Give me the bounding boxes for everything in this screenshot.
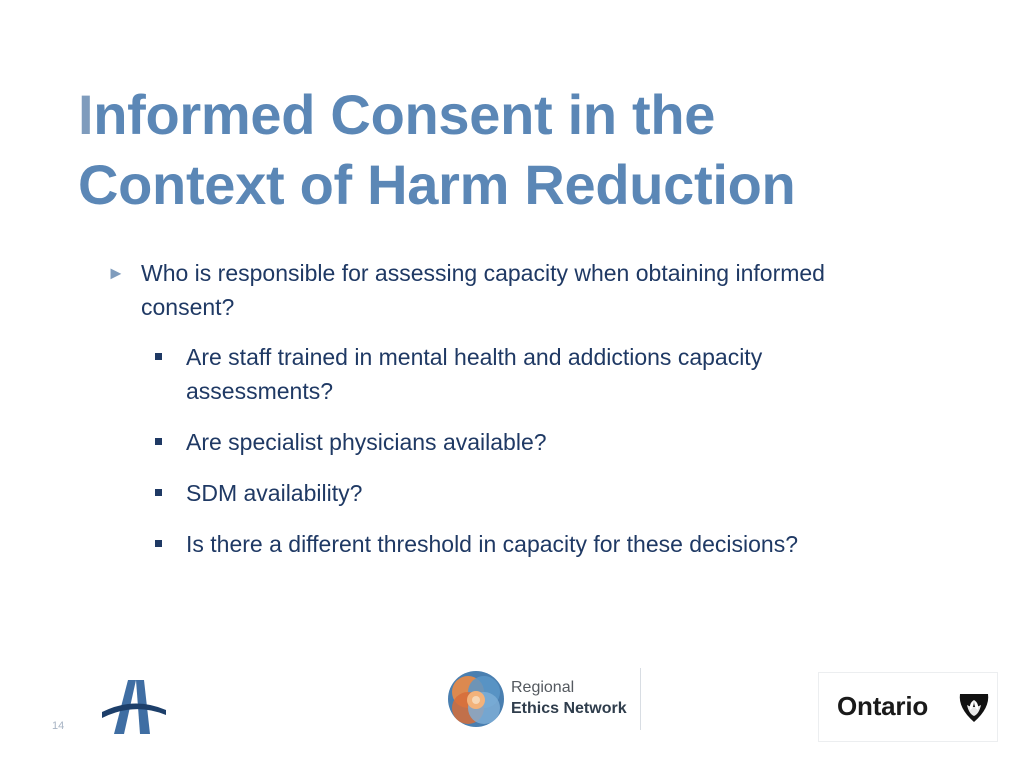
square-bullet-icon <box>155 540 162 547</box>
ren-logo-line-2: Ethics Network <box>511 700 627 717</box>
title-first-letter: I <box>78 83 94 146</box>
square-bullet-icon <box>155 438 162 445</box>
main-bullet-text: Who is responsible for assessing capacity when obtaining informed consent? <box>141 260 825 320</box>
title-line-1-rest: nformed Consent in the <box>93 83 716 146</box>
main-bullet <box>107 256 907 324</box>
slide-title <box>78 80 795 220</box>
trillium-icon <box>957 690 991 724</box>
ren-logo-text <box>511 678 627 720</box>
list-item <box>155 425 915 459</box>
ren-logo-line-1: Regional <box>511 679 575 696</box>
ontario-wordmark: Ontario <box>837 691 929 721</box>
sub-bullet-text: Are specialist physicians available? <box>186 429 547 455</box>
square-bullet-icon <box>155 353 162 360</box>
list-item <box>155 340 915 408</box>
page-number: 14 <box>52 720 65 732</box>
interlocking-circles-icon <box>444 668 508 730</box>
list-item <box>155 476 915 510</box>
sub-bullet-text: Are staff trained in mental health and addictions capacity assessments? <box>186 344 763 404</box>
sub-bullet-text: Is there a different threshold in capacity for these decisions? <box>186 531 798 557</box>
arrow-bullet-icon: ► <box>107 263 125 283</box>
square-bullet-icon <box>155 489 162 496</box>
list-item <box>155 527 915 561</box>
regional-ethics-network-logo <box>444 668 641 730</box>
sub-bullet-list <box>155 340 915 578</box>
ontario-logo <box>818 672 998 742</box>
stylized-h-icon <box>100 676 168 734</box>
title-line-2: Context of Harm Reduction <box>78 153 796 216</box>
sub-bullet-text: SDM availability? <box>186 480 363 506</box>
title-line-1 <box>78 80 795 150</box>
